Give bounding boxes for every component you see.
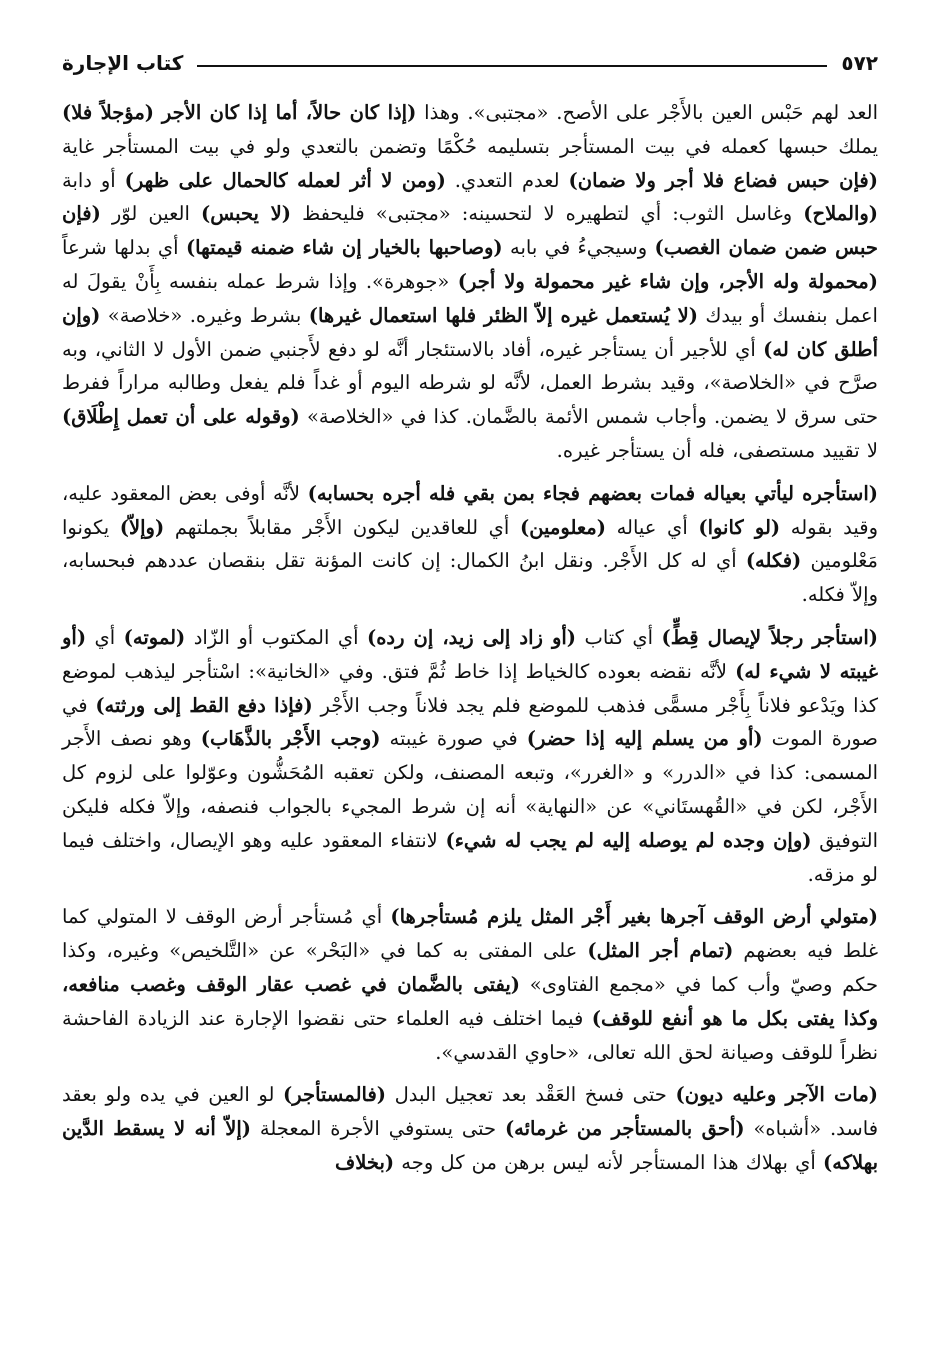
bold-matn-text: (مات الآجر وعليه ديون) [675,1083,878,1107]
bold-matn-text: (إذا كان حالاً، أما إذا كان الأجر [161,101,417,124]
bold-matn-text: (إلاّ أنه لا يسقط الدَّين بهلاكه) [62,1117,878,1174]
commentary-text: أي كتاب [576,625,662,649]
commentary-text: في صورة غيبته [380,727,527,751]
commentary-text: فيما اختلف فيه العلماء حتى نقضوا الإجارة عند الزيادة الفاحشة نظراً للوقف وصيانة لحق الله تعالى، «حاوي القدسي». [62,1006,878,1064]
bold-matn-text: (استأجره ليأتي بعياله فمات بعضهم فجاء بمن بقي فله أجره بحسابه) [307,481,878,505]
bold-matn-text: (متولي أرض الوقف آجرها بغير أَجْر المثل يلزم مُستأجرها) [390,905,878,929]
bold-matn-text: (أحق بالمستأجر من غرمائه) [504,1117,745,1141]
bold-matn-text: (وجب الأَجْر بالذَّهَاب) [200,727,381,751]
commentary-text: وسيجيءُ في بابه [502,236,655,260]
commentary-text: وغاسل الثوب: أي لتطهيره لا لتحسينه: «مجتبى» فليحفظ [291,202,804,226]
commentary-text: «جوهرة». وإذا شرط عمله بنفسه بِأَنْ يقولَ له اعمل بنفسك أو بيدك [62,269,878,327]
commentary-text: لو العين في يده ولو بعقد فاسد. «أشباه» [62,1083,879,1141]
bold-matn-text: (محمولة وله الأجر، وإن شاء غير محمولة ولا أجر) [457,269,878,293]
bold-matn-text: (وإلاّ) [119,515,165,539]
bold-matn-text: (فإن حبس ضمن ضمان الغصب) [62,202,878,260]
bold-matn-text: (أو غيبته لا شيء له) [62,625,878,683]
bold-matn-text: (أو من يسلم إليه إذا حضر) [526,727,763,751]
bold-matn-text: (لا يُستعمل غيره إلاّ الظئر فلها استعمال غيرها) [308,303,698,327]
bold-matn-text: (فالمستأجر) [283,1083,386,1107]
bold-matn-text: (أو زاد إلى زيد، إن رده) [366,625,577,649]
commentary-text: يملك حبسها كعمله في بيت المستأجر بتسليمه حُكْمًا وتضمن بالتعدي ولو في بيت المستأجر غاية [62,134,878,158]
header-rule [197,65,827,67]
commentary-text: لعدم التعدي. [445,168,569,192]
commentary-text: لانتفاء المعقود عليه وهو الإيصال، واختلف فيما لو مزقه. [62,828,878,886]
bold-matn-text: (فكله) [745,549,802,573]
bold-matn-text: (والملاح) [803,202,879,226]
commentary-text [154,101,162,124]
bold-matn-text: (لا يحبس) [201,202,292,226]
commentary-text: أي بهلاك هذا المستأجر لأنه ليس برهن من كل وجه [394,1150,823,1174]
bold-matn-text: (وقوله على أن تعمل إِطْلَاق) [62,405,300,429]
bold-matn-text: (لو كانوا) [698,515,781,539]
commentary-text: أي [86,625,124,649]
bold-matn-text: (وإن وجده لم يوصله إليه لم يجب له شيء) [445,828,812,852]
commentary-text: لأنَّه أوفى بعض المعقود عليه، وقيد بقوله [62,481,878,539]
commentary-text: حتى يستوفي الأجرة المعجلة [251,1117,505,1141]
bold-matn-text: (وصاحبها بالخيار إن شاء ضمنه قيمتها) [185,236,503,260]
commentary-text: أي بدلها شرعاً [62,236,186,260]
commentary-text: بشرط وغيره. «خلاصة» [100,303,309,327]
commentary-text: في صورة الموت [62,693,878,751]
bold-matn-text: (فإذا دفع القط إلى ورثته) [95,693,313,717]
commentary-text: لأنَّه نقضه بعوده كالخياط إذا خاط ثُمَّ فتق. وفي «الخانية»: اسْتأجر ليذهب لموضع كذا ويَدْعو فلاناً بِأَجْر مسمًّى فذهب للموضع فلم يجد فلاناً وجب الأَجْر [62,659,879,717]
commentary-text: أو دابة [62,168,125,192]
book-page [62,44,878,1334]
commentary-text: أي له كل الأَجْر. ونقل ابنُ الكمال: إن كانت المؤنة تقل بنقصان عددهم فبحسابه، وإلاّ فكله. [62,549,878,607]
commentary-text: أي المكتوب أو الزّاد [185,625,367,649]
paragraph [62,477,878,612]
page-number: ٥٧٢ [841,51,878,75]
body-text [62,96,878,1180]
bold-matn-text: (وإن أطلق كان له) [62,303,878,361]
commentary-text: العد لهم حَبْس العين بالأَجْر على الأصح. «مجتبى». وهذا [416,101,879,124]
bold-matn-text: (استأجر رجلاً لإيصال قِطٍّ) [661,625,878,649]
commentary-text: حتى فسخ العَقْد بعد تعجيل البدل [386,1083,676,1107]
bold-matn-text: (معلومين) [519,515,606,539]
commentary-text: يكونوا مَعْلومين [62,515,878,573]
commentary-text: أي للأجير أن يستأجر غيره، أفاد بالاستئجار أنَّه لو دفع لأَجنبي ضمن الأول لا الثاني، وبه صرَّح في «الخلاصة»، وقيد بشرط العمل، لأنَّه لو شرطه اليوم أو غداً فلم يفعل وطالبه مراراً ففرط حتى سرق لا يضمن. وأجاب شمس الأئمة بالضَّمان. كذا في «الخلاصة» [62,337,879,429]
book-title: كتاب الإجارة [62,51,184,75]
commentary-text: على المفتى به كما في «البَحْر» عن «التَّلخيص» وغيره، وكذا حكم وصيّ وأب كما في «مجمع الفتاوى» [62,939,878,996]
commentary-text: أي مُستأجر أرض الوقف لا المتولي كما غلط فيه بعضهم [62,905,879,963]
bold-matn-text: (فإن حبس فضاع فلا أجر ولا ضمان) [568,168,878,192]
running-header [62,44,878,82]
commentary-text: أي عياله [605,515,699,539]
paragraph [62,900,878,1069]
bold-matn-text: (مؤجلاً فلا) [62,101,155,124]
paragraph [62,621,878,891]
commentary-text: وهو نصف الأَجر المسمى: كذا في «الدرر» و «الغرر»، وتبعه المصنف، ولكن تعقبه المُحَشُّون وعوّلوا على لزوم كل الأَجْر، لكن في «القُهستَاني» عن «النهاية» أنه إن شرط المجيء بالجواب فنصفه، وإلاّ فكله فليكن التوفيق [62,727,879,852]
paragraph [62,1078,878,1179]
bold-matn-text: (تمام أجر المثل) [587,939,734,963]
commentary-text: لا تقييد مستصفى، فله أن يستأجر غيره. [556,438,878,462]
commentary-text: أي للعاقدين ليكون الأَجْر مقابلاً بجملتهم [164,515,520,539]
paragraph [62,96,878,468]
bold-matn-text: (لموته) [123,625,186,649]
bold-matn-text: (يفتى بالضَّمان في غصب عقار الوقف وغصب منافعه، وكذا يفتى بكل ما هو أنفع للوقف) [62,972,879,1030]
bold-matn-text: (بخلاف [335,1150,395,1174]
bold-matn-text: (ومن لا أثر لعمله كالحمال على ظهر) [124,168,446,192]
commentary-text: العين لوّر [100,202,201,226]
